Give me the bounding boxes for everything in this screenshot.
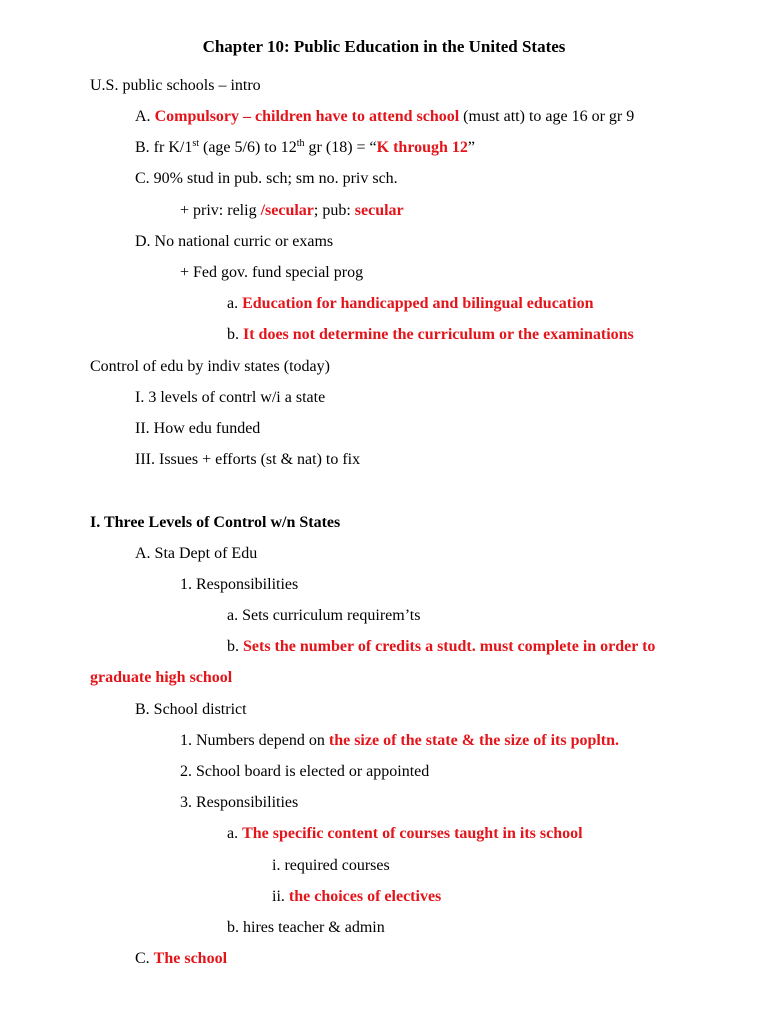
intro-item-c-text: C. 90% stud in pub. sch; sm no. priv sch. [135, 170, 398, 187]
intro-item-d-sub [180, 263, 363, 283]
section-item-a1b-marker: b. [227, 638, 243, 655]
intro-item-a-highlight: Compulsory – children have to attend school [154, 108, 460, 125]
intro-item-d-a [227, 294, 593, 314]
intro-heading-text: U.S. public schools – intro [90, 77, 261, 94]
section-item-b3a-ii-highlight: the choices of electives [288, 888, 442, 905]
intro-item-b-sup2: th [296, 138, 305, 149]
intro-item-a [135, 107, 634, 127]
section-item-b1-text: 1. Numbers depend on [180, 732, 329, 749]
section-item-b3-text: 3. Responsibilities [180, 794, 299, 811]
section-item-b3a [227, 824, 583, 844]
section-item-b3b [227, 918, 385, 938]
intro-item-c-sub-highlight2: secular [354, 202, 404, 219]
intro-item-b-highlight: K through 12 [376, 139, 468, 156]
section-item-c [135, 949, 227, 969]
intro-item-d [135, 232, 333, 252]
page-title: Chapter 10: Public Education in the United States [202, 37, 566, 56]
intro-item-d-a-highlight: Education for handicapped and bilingual education [242, 295, 594, 312]
control-item [135, 450, 360, 470]
section-item-b3a-i-text: i. required courses [272, 857, 390, 874]
intro-item-a-marker: A. [135, 108, 155, 125]
intro-item-c [135, 169, 398, 189]
section-item-a1b-highlight-line2: graduate high school [90, 669, 233, 686]
control-item-text: I. 3 levels of contrl w/i a state [135, 389, 326, 406]
intro-item-d-b-highlight: It does not determine the curriculum or the examinations [243, 326, 634, 343]
section-heading-text: I. Three Levels of Control w/n States [90, 514, 341, 531]
intro-item-c-sub-highlight1: /secular [260, 202, 314, 219]
intro-item-a-rest: (must att) to age 16 or gr 9 [459, 108, 635, 125]
section-item-b1-highlight: the size of the state & the size of its popltn. [328, 732, 620, 749]
section-item-c-marker: C. [135, 950, 154, 967]
section-item-a1a-text: a. Sets curriculum requirem’ts [227, 607, 421, 624]
section-item-a1a [227, 606, 420, 626]
section-item-b [135, 700, 247, 720]
intro-item-b-sup1: st [192, 138, 199, 149]
section-item-a1b-continued [90, 668, 232, 688]
section-item-b3a-marker: a. [227, 825, 243, 842]
section-item-b3a-ii-marker: ii. [272, 888, 289, 905]
intro-item-d-b [227, 325, 634, 345]
intro-item-b-text4: ” [467, 139, 476, 156]
intro-item-d-text: D. No national curric or exams [135, 233, 334, 250]
section-item-a1b [227, 637, 655, 657]
section-item-b-text: B. School district [135, 701, 247, 718]
control-item-text: III. Issues + efforts (st & nat) to fix [135, 451, 361, 468]
control-item [135, 388, 325, 408]
control-heading-text: Control of edu by indiv states (today) [90, 358, 330, 375]
section-item-a1b-highlight-line1: Sets the number of credits a studt. must complete in order to [243, 638, 656, 655]
section-item-b3b-text: b. hires teacher & admin [227, 919, 385, 936]
intro-heading [90, 76, 261, 96]
section-item-b3a-ii [272, 887, 441, 907]
section-heading [90, 513, 340, 533]
section-item-b1 [180, 731, 619, 751]
intro-item-d-a-marker: a. [227, 295, 243, 312]
control-item [135, 419, 260, 439]
intro-item-b-text2: (age 5/6) to 12 [199, 139, 297, 156]
section-item-a1-text: 1. Responsibilities [180, 576, 299, 593]
intro-item-d-b-marker: b. [227, 326, 243, 343]
section-item-c-highlight: The school [153, 950, 228, 967]
intro-item-d-sub-text: + Fed gov. fund special prog [180, 264, 364, 281]
section-item-a1 [180, 575, 298, 595]
intro-item-b [135, 138, 475, 158]
section-item-a-text: A. Sta Dept of Edu [135, 545, 258, 562]
intro-item-c-sub-text2: ; pub: [313, 202, 355, 219]
intro-item-c-sub-text1: + priv: relig [180, 202, 261, 219]
control-item-text: II. How edu funded [135, 420, 261, 437]
section-item-a [135, 544, 257, 564]
control-heading [90, 357, 330, 377]
section-item-b3 [180, 793, 298, 813]
section-item-b3a-i [272, 856, 390, 876]
section-item-b2-text: 2. School board is elected or appointed [180, 763, 430, 780]
intro-item-b-text1: B. fr K/1 [135, 139, 193, 156]
intro-item-b-text3: gr (18) = “ [304, 139, 377, 156]
section-item-b3a-highlight: The specific content of courses taught in its school [242, 825, 583, 842]
section-item-b2 [180, 762, 429, 782]
intro-item-c-sub [180, 201, 404, 221]
